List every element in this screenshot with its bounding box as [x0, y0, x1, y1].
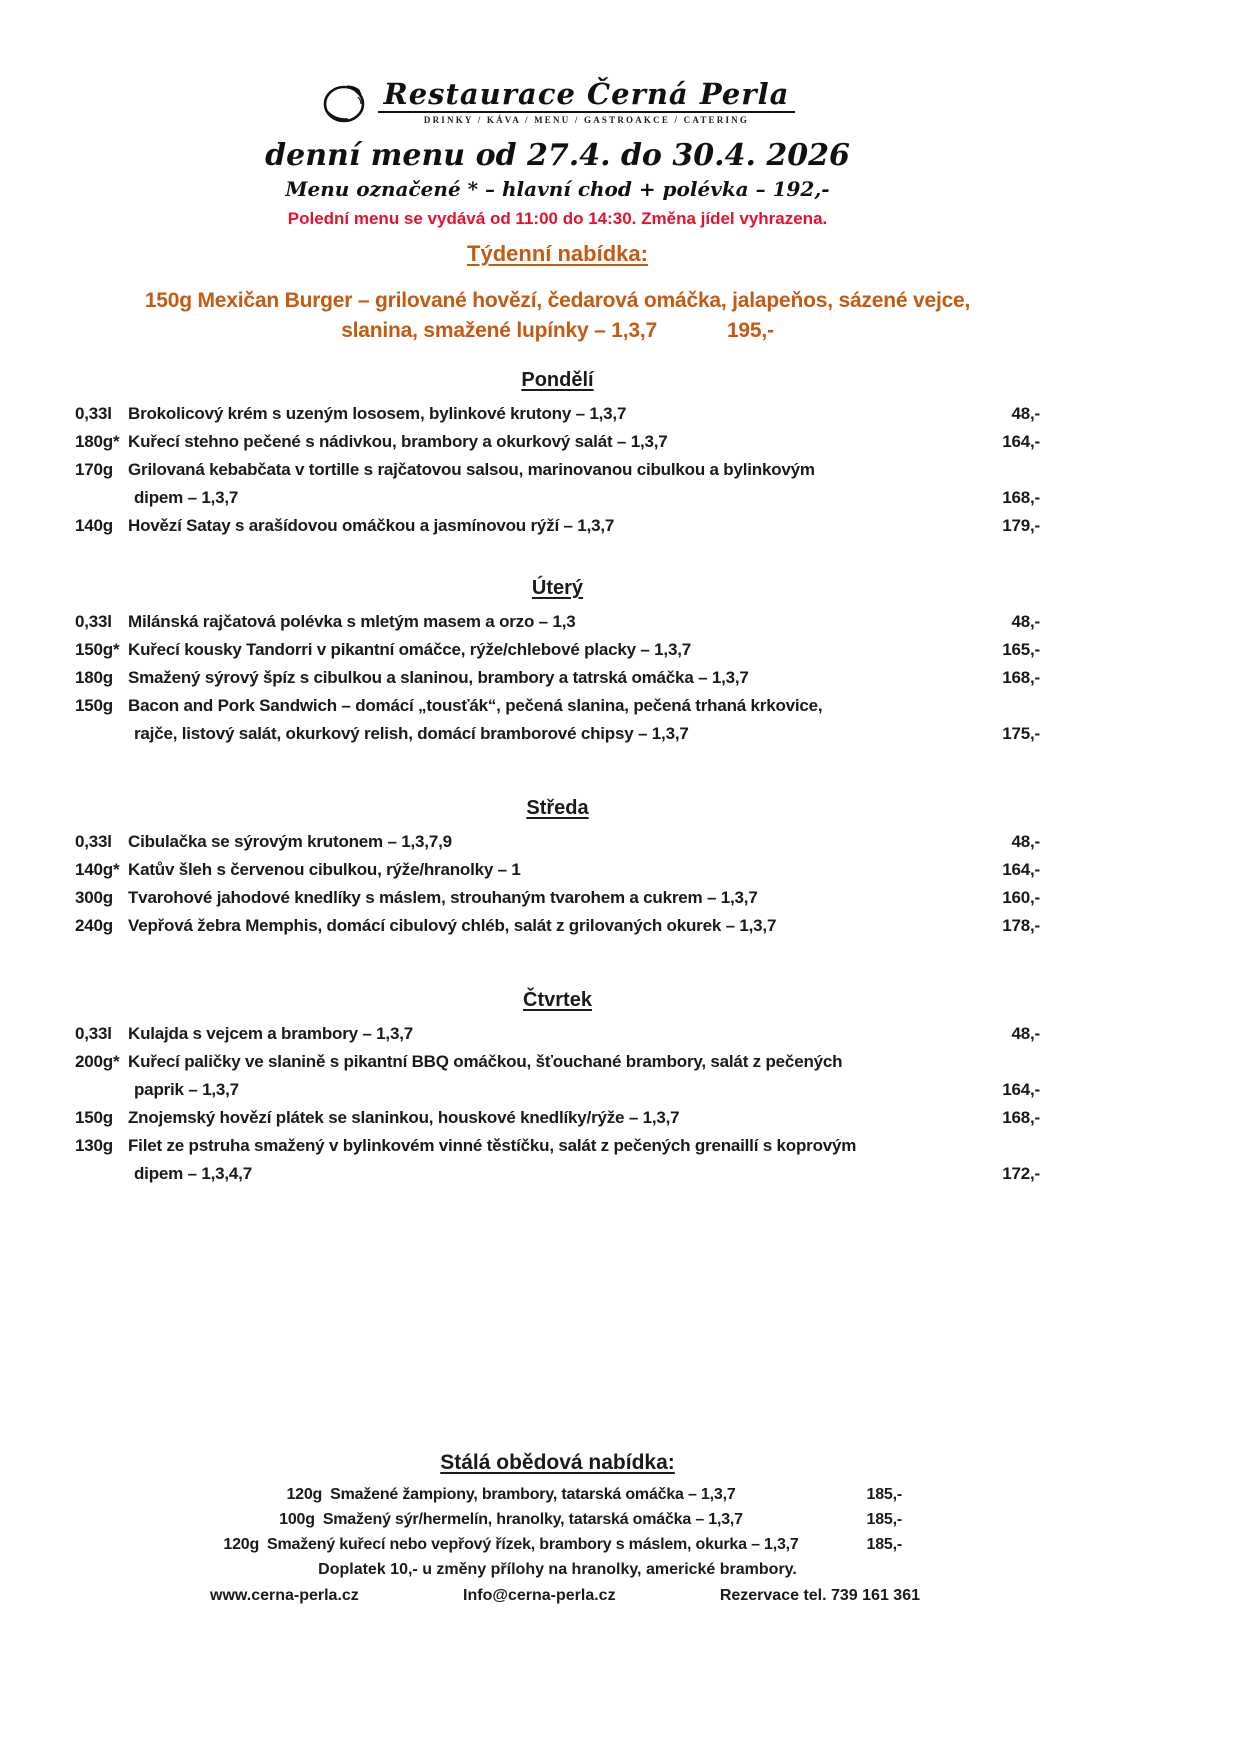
- desc-line: Kuřecí kousky Tandorri v pikantní omáčce, rýže/chlebové placky – 1,3,7: [128, 640, 691, 660]
- standing-item-text: [190, 1507, 832, 1532]
- desc-line: Smažený sýrový špíz s cibulkou a slaninou, brambory a tatrská omáčka – 1,3,7: [128, 668, 749, 688]
- day-items: [75, 400, 1040, 540]
- menu-item-row: [75, 1020, 1040, 1048]
- day-heading: Středa: [526, 797, 589, 820]
- email-text: Info@cerna-perla.cz: [463, 1587, 616, 1605]
- item-weight: 120g: [286, 1486, 323, 1504]
- item-price: 165,-: [1002, 640, 1040, 660]
- desc-line: Grilovaná kebabčata v tortille s rajčatovou salsou, marinovanou cibulkou a bylinkovým: [128, 460, 815, 480]
- desc-line: Cibulačka se sýrovým krutonem – 1,3,7,9: [128, 832, 452, 852]
- menu-item-row: [75, 512, 1040, 540]
- item-price: 185,-: [866, 1511, 902, 1529]
- menu-item-row: [75, 608, 1040, 636]
- standing-items: [190, 1482, 902, 1557]
- item-weight: 150g: [75, 1108, 113, 1128]
- item-weight: 240g: [75, 916, 113, 936]
- item-description: [128, 1132, 960, 1188]
- weekly-special-line2: [75, 316, 1040, 346]
- desc-line: Katův šleh s červenou cibulkou, rýže/hranolky – 1: [128, 860, 521, 880]
- footer: [210, 1583, 920, 1608]
- logo-text-block: [378, 78, 796, 125]
- desc-line: Milánská rajčatová polévka s mletým masem a orzo – 1,3: [128, 612, 576, 632]
- item-weight: 130g: [75, 1136, 113, 1156]
- menu-note: Menu označené * – hlavní chod + polévka – 192,-: [285, 177, 830, 201]
- menu-item-row: [75, 692, 1040, 748]
- menu-item-row: [75, 456, 1040, 512]
- item-price: 168,-: [1002, 488, 1040, 508]
- menu-item-row: [75, 856, 1040, 884]
- item-weight: 300g: [75, 888, 113, 908]
- day-items: [75, 1020, 1040, 1188]
- restaurant-name: Restaurace Černá Perla: [378, 78, 796, 113]
- menu-item-row: [75, 400, 1040, 428]
- item-description: [128, 428, 960, 456]
- item-weight: 0,33l: [75, 1024, 112, 1044]
- day-section: [75, 794, 1040, 940]
- desc-line: Bacon and Pork Sandwich – domácí „tousťák“, pečená slanina, pečená trhaná krkovice,: [128, 696, 823, 716]
- day-section: [75, 366, 1040, 540]
- item-description: [128, 456, 960, 512]
- item-price: 185,-: [866, 1536, 902, 1554]
- item-description: [128, 828, 960, 856]
- desc-line: Kulajda s vejcem a brambory – 1,3,7: [128, 1024, 413, 1044]
- restaurant-logo: [75, 78, 1040, 130]
- desc-line: Tvarohové jahodové knedlíky s máslem, strouhaným tvarohem a cukrem – 1,3,7: [128, 888, 758, 908]
- item-weight: 150g: [75, 696, 113, 716]
- desc-line: Kuřecí stehno pečené s nádivkou, brambory a okurkový salát – 1,3,7: [128, 432, 668, 452]
- item-weight: 150g*: [75, 640, 120, 660]
- item-price: 48,-: [1011, 1024, 1040, 1044]
- pearl-icon: [320, 80, 372, 126]
- menu-item-row: [75, 428, 1040, 456]
- item-description: [128, 856, 960, 884]
- item-weight: 180g: [75, 668, 113, 688]
- standing-item-text: [190, 1482, 832, 1507]
- weekly-special-text: slanina, smažené lupínky – 1,3,7: [341, 319, 657, 343]
- item-price: 164,-: [1002, 860, 1040, 880]
- item-weight: 0,33l: [75, 404, 112, 424]
- item-price: 160,-: [1002, 888, 1040, 908]
- menu-item-row: [75, 828, 1040, 856]
- item-price: 48,-: [1011, 832, 1040, 852]
- desc-line: rajče, listový salát, okurkový relish, domácí bramborové chipsy – 1,3,7: [134, 724, 689, 744]
- item-price: 164,-: [1002, 1080, 1040, 1100]
- desc-line: dipem – 1,3,4,7: [134, 1164, 252, 1184]
- surcharge-note: Doplatek 10,- u změny přílohy na hranolky, americké brambory.: [318, 1561, 797, 1579]
- standing-item-text: [190, 1532, 832, 1557]
- item-price: 48,-: [1011, 612, 1040, 632]
- item-description: Smažený sýr/hermelín, hranolky, tatarská omáčka – 1,3,7: [322, 1511, 743, 1529]
- item-price: 185,-: [866, 1486, 902, 1504]
- item-weight: 200g*: [75, 1052, 120, 1072]
- item-description: [128, 692, 960, 748]
- item-price: 175,-: [1002, 724, 1040, 744]
- item-weight: 120g: [223, 1536, 260, 1554]
- item-description: Smažené žampiony, brambory, tatarská omáčka – 1,3,7: [330, 1486, 736, 1504]
- weekly-special-price: 195,-: [726, 319, 774, 343]
- weekly-heading: Týdenní nabídka:: [467, 241, 648, 266]
- website-text: www.cerna-perla.cz: [210, 1587, 359, 1605]
- menu-item-row: [75, 636, 1040, 664]
- desc-line: paprik – 1,3,7: [134, 1080, 239, 1100]
- menu-title: denní menu od 27.4. do 30.4. 2026: [265, 138, 850, 173]
- item-weight: 170g: [75, 460, 113, 480]
- menu-item-row: [75, 664, 1040, 692]
- item-description: [128, 664, 960, 692]
- day-items: [75, 828, 1040, 940]
- logo-tagline: DRINKY / KÁVA / MENU / GASTROAKCE / CATERING: [423, 115, 750, 125]
- item-price: 164,-: [1002, 432, 1040, 452]
- days: [75, 366, 1040, 1188]
- standing-heading: Stálá obědová nabídka:: [440, 1451, 675, 1475]
- item-description: Smažený kuřecí nebo vepřový řízek, brambory s máslem, okurka – 1,3,7: [267, 1536, 799, 1554]
- day-section: [75, 574, 1040, 748]
- standing-menu-section: [75, 1448, 1040, 1608]
- desc-line: Znojemský hovězí plátek se slaninkou, houskové knedlíky/rýže – 1,3,7: [128, 1108, 680, 1128]
- item-description: [128, 636, 960, 664]
- day-heading: Čtvrtek: [523, 989, 592, 1012]
- menu-item-row: [75, 1132, 1040, 1188]
- item-description: [128, 1048, 960, 1104]
- item-description: [128, 884, 960, 912]
- menu-item-row: [75, 1104, 1040, 1132]
- reservation-text: Rezervace tel. 739 161 361: [719, 1587, 920, 1605]
- standing-item-row: [190, 1532, 902, 1557]
- weekly-special-line1: 150g Mexičan Burger – grilované hovězí, čedarová omáčka, jalapeňos, sázené vejce,: [144, 289, 971, 313]
- item-weight: 140g*: [75, 860, 120, 880]
- day-heading: Úterý: [531, 577, 584, 600]
- item-price: 48,-: [1011, 404, 1040, 424]
- item-description: [128, 912, 960, 940]
- weekly-special-section: [75, 240, 1040, 346]
- header: [75, 78, 1040, 230]
- item-weight: 0,33l: [75, 832, 112, 852]
- item-price: 168,-: [1002, 668, 1040, 688]
- item-description: [128, 400, 960, 428]
- item-weight: 140g: [75, 516, 113, 536]
- day-section: [75, 986, 1040, 1188]
- standing-item-row: [190, 1482, 902, 1507]
- item-price: 179,-: [1002, 516, 1040, 536]
- menu-item-row: [75, 1048, 1040, 1104]
- standing-item-row: [190, 1507, 902, 1532]
- serving-note: Polední menu se vydává od 11:00 do 14:30. Změna jídel vyhrazena.: [287, 209, 828, 228]
- day-heading: Pondělí: [521, 369, 594, 392]
- item-price: 178,-: [1002, 916, 1040, 936]
- item-weight: 100g: [279, 1511, 315, 1529]
- item-description: [128, 512, 960, 540]
- menu-content: [75, 78, 1040, 1608]
- item-price: 172,-: [1002, 1164, 1040, 1184]
- item-description: [128, 1020, 960, 1048]
- desc-line: Vepřová žebra Memphis, domácí cibulový chléb, salát z grilovaných okurek – 1,3,7: [128, 916, 777, 936]
- item-weight: 180g*: [75, 432, 120, 452]
- item-weight: 0,33l: [75, 612, 112, 632]
- desc-line: Filet ze pstruha smažený v bylinkovém vinné těstíčku, salát z pečených grenaillí s koprovým: [128, 1136, 857, 1156]
- desc-line: Kuřecí paličky ve slanině s pikantní BBQ omáčkou, šťouchané brambory, salát z pečených: [128, 1052, 843, 1072]
- day-items: [75, 608, 1040, 748]
- desc-line: dipem – 1,3,7: [134, 488, 239, 508]
- item-description: [128, 608, 960, 636]
- item-description: [128, 1104, 960, 1132]
- desc-line: Brokolicový krém s uzeným lososem, bylinkové krutony – 1,3,7: [128, 404, 627, 424]
- menu-item-row: [75, 912, 1040, 940]
- menu-item-row: [75, 884, 1040, 912]
- item-price: 168,-: [1002, 1108, 1040, 1128]
- desc-line: Hovězí Satay s arašídovou omáčkou a jasmínovou rýží – 1,3,7: [128, 516, 615, 536]
